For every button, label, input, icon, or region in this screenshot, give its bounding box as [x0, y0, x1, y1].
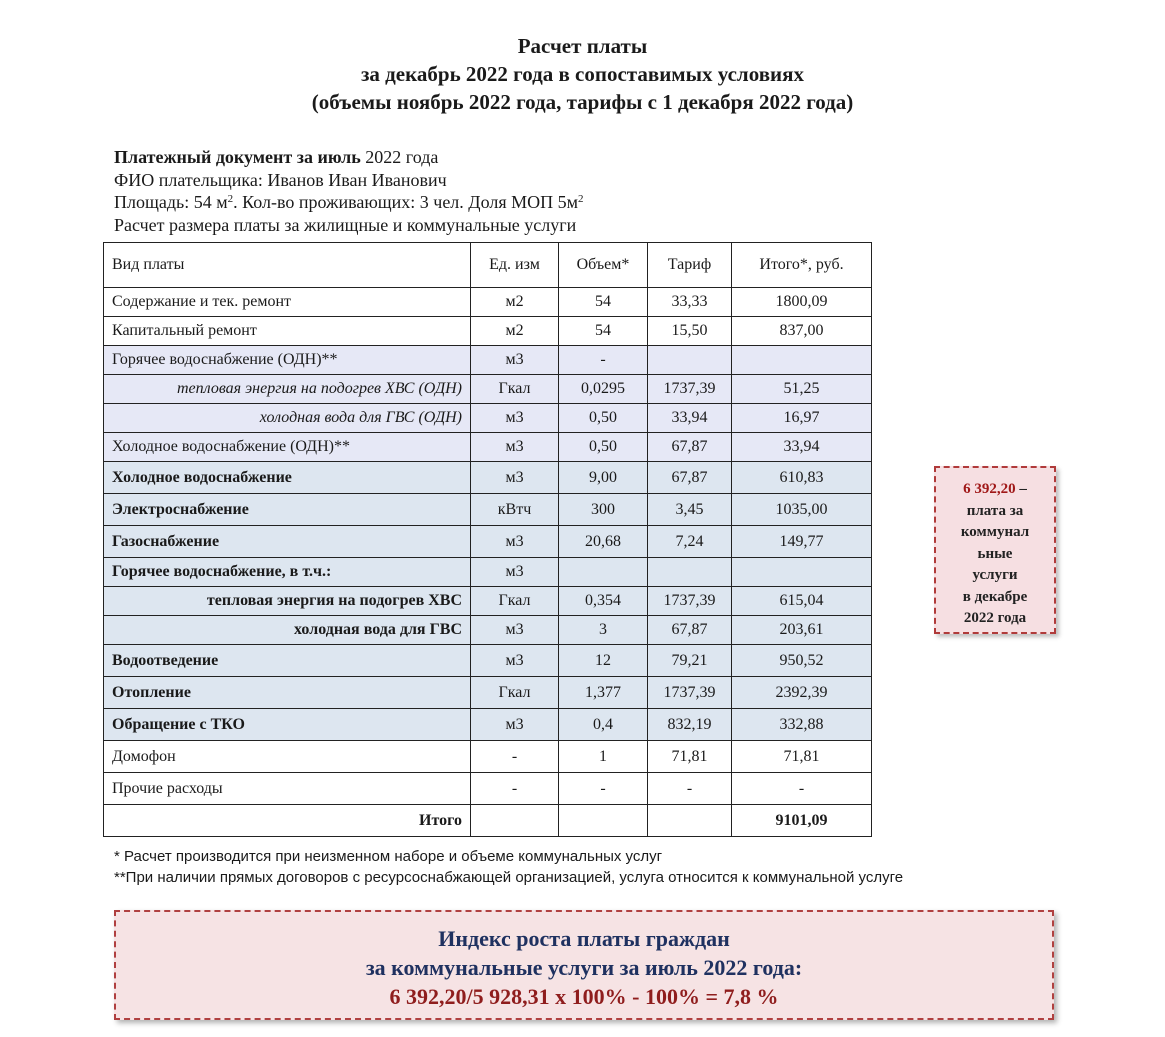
table-row: [104, 709, 872, 741]
callout-line: плата за: [966, 502, 1024, 519]
area-text-b: . Кол-во проживающих: 3 чел. Доля МОП 5м: [233, 192, 578, 212]
cell-volume: 1,377: [559, 677, 648, 709]
cell-unit: Гкал: [471, 375, 559, 404]
cell-total: 149,77: [732, 526, 872, 558]
footnote-1: * Расчет производится при неизменном наборе и объеме коммунальных услуг: [114, 848, 663, 865]
cell-volume: 0,4: [559, 709, 648, 741]
cell-unit: Гкал: [471, 677, 559, 709]
document-year: 2022 года: [360, 147, 439, 167]
cell-type: Обращение с ТКО: [104, 709, 471, 741]
cell-volume: 0,0295: [559, 375, 648, 404]
page-title: [0, 32, 1165, 116]
header-cell: Вид платы: [104, 243, 471, 288]
payer-line: ФИО плательщика: Иванов Иван Иванович: [114, 169, 447, 190]
index-title-2: за коммунальные услуги за июль 2022 года:: [365, 955, 803, 980]
document-line: [114, 146, 584, 169]
cell-type: Электроснабжение: [104, 494, 471, 526]
footnotes: [114, 846, 903, 888]
table-row: [104, 773, 872, 805]
cell-total: 615,04: [732, 587, 872, 616]
cell-tariff: [648, 558, 732, 587]
cell-unit: м2: [471, 317, 559, 346]
cell-type: Водоотведение: [104, 645, 471, 677]
cell-volume: 300: [559, 494, 648, 526]
area-line: [114, 191, 584, 214]
cell-tariff: 832,19: [648, 709, 732, 741]
cell-unit: м3: [471, 558, 559, 587]
cell-type: Холодное водоснабжение (ОДН)**: [104, 433, 471, 462]
cell-type: Холодное водоснабжение: [104, 462, 471, 494]
cell-volume: 54: [559, 317, 648, 346]
cell-total: 950,52: [732, 645, 872, 677]
payer-info: [114, 146, 584, 236]
title-line-1: Расчет платы: [517, 34, 648, 58]
table-row: [104, 346, 872, 375]
cell-volume: 20,68: [559, 526, 648, 558]
cell-total: 1035,00: [732, 494, 872, 526]
callout-line: услуги: [972, 567, 1018, 583]
callout-dash: –: [1015, 481, 1027, 497]
cell-total: -: [732, 773, 872, 805]
utilities-sum-callout: [934, 466, 1056, 634]
table-row: [104, 462, 872, 494]
callout-line: ьные: [977, 545, 1013, 562]
area-sup-1: 2: [227, 193, 234, 205]
cell-type: тепловая энергия на подогрев ХВС (ОДН): [104, 375, 471, 404]
cell-unit: Гкал: [471, 587, 559, 616]
callout-line: коммунал: [960, 524, 1030, 540]
cell-unit: м3: [471, 645, 559, 677]
title-line-3: (объемы ноябрь 2022 года, тарифы с 1 декабря 2022 года): [311, 90, 854, 114]
cell-total: 332,88: [732, 709, 872, 741]
cell-unit: м3: [471, 346, 559, 375]
cell-volume: 0,354: [559, 587, 648, 616]
cell-unit: кВтч: [471, 494, 559, 526]
cell-tariff: 33,94: [648, 404, 732, 433]
payment-table: [103, 242, 872, 837]
cell-tariff: 1737,39: [648, 375, 732, 404]
footnote-2: **При наличии прямых договоров с ресурсоснабжающей организацией, услуга относится к коммунальной услуге: [114, 869, 904, 886]
cell-total: 51,25: [732, 375, 872, 404]
cell-tariff: 15,50: [648, 317, 732, 346]
table-row: [104, 433, 872, 462]
cell-unit: м3: [471, 709, 559, 741]
header-cell: Тариф: [648, 243, 732, 288]
empty-cell: [648, 805, 732, 837]
cell-type: Содержание и тек. ремонт: [104, 288, 471, 317]
table-row: [104, 616, 872, 645]
cell-type: Горячее водоснабжение, в т.ч.:: [104, 558, 471, 587]
table-total-row: [104, 805, 872, 837]
cell-unit: м3: [471, 526, 559, 558]
cell-volume: 0,50: [559, 404, 648, 433]
total-label: Итого: [104, 805, 471, 837]
table-row: [104, 404, 872, 433]
cell-tariff: 1737,39: [648, 587, 732, 616]
calc-caption: Расчет размера платы за жилищные и коммунальные услуги: [114, 214, 577, 235]
cell-tariff: [648, 346, 732, 375]
cell-total: 1800,09: [732, 288, 872, 317]
cell-total: 203,61: [732, 616, 872, 645]
cell-total: 2392,39: [732, 677, 872, 709]
cell-type: Отопление: [104, 677, 471, 709]
index-formula: 6 392,20/5 928,31 х 100% - 100% = 7,8 %: [389, 984, 779, 1009]
cell-tariff: 71,81: [648, 741, 732, 773]
header-cell: Итого*, руб.: [732, 243, 872, 288]
cell-total: 33,94: [732, 433, 872, 462]
cell-tariff: 79,21: [648, 645, 732, 677]
cell-volume: 12: [559, 645, 648, 677]
empty-cell: [471, 805, 559, 837]
table-row: [104, 558, 872, 587]
table-row: [104, 317, 872, 346]
table-row: [104, 494, 872, 526]
cell-volume: -: [559, 773, 648, 805]
cell-unit: м3: [471, 404, 559, 433]
cell-tariff: 3,45: [648, 494, 732, 526]
table-row: [104, 741, 872, 773]
cell-unit: -: [471, 773, 559, 805]
cell-type: холодная вода для ГВС: [104, 616, 471, 645]
cell-unit: -: [471, 741, 559, 773]
cell-total: 610,83: [732, 462, 872, 494]
cell-type: Домофон: [104, 741, 471, 773]
cell-tariff: -: [648, 773, 732, 805]
cell-tariff: 67,87: [648, 462, 732, 494]
cell-type: тепловая энергия на подогрев ХВС: [104, 587, 471, 616]
cell-type: Горячее водоснабжение (ОДН)**: [104, 346, 471, 375]
cell-unit: м3: [471, 433, 559, 462]
table-header-row: [104, 243, 872, 288]
cell-total: 71,81: [732, 741, 872, 773]
callout-amount-line: [936, 479, 1054, 501]
header-cell: Ед. изм: [471, 243, 559, 288]
cell-volume: 9,00: [559, 462, 648, 494]
cell-total: 16,97: [732, 404, 872, 433]
title-line-2: за декабрь 2022 года в сопоставимых условиях: [360, 62, 804, 86]
cell-type: Газоснабжение: [104, 526, 471, 558]
header-cell: Объем*: [559, 243, 648, 288]
cell-tariff: 7,24: [648, 526, 732, 558]
table-row: [104, 645, 872, 677]
total-value: 9101,09: [732, 805, 872, 837]
table-row: [104, 375, 872, 404]
document-label: Платежный документ за июль: [114, 147, 361, 167]
callout-amount: 6 392,20: [963, 481, 1016, 497]
cell-tariff: 33,33: [648, 288, 732, 317]
empty-cell: [559, 805, 648, 837]
table-row: [104, 587, 872, 616]
callout-line: в декабре: [962, 588, 1028, 605]
cell-unit: м2: [471, 288, 559, 317]
growth-index-box: [114, 910, 1054, 1020]
cell-total: [732, 346, 872, 375]
cell-total: 837,00: [732, 317, 872, 346]
area-text-a: Площадь: 54 м: [114, 192, 228, 212]
cell-volume: 0,50: [559, 433, 648, 462]
cell-volume: 3: [559, 616, 648, 645]
table-row: [104, 677, 872, 709]
cell-type: Капитальный ремонт: [104, 317, 471, 346]
cell-tariff: 67,87: [648, 616, 732, 645]
table-row: [104, 288, 872, 317]
cell-unit: м3: [471, 462, 559, 494]
cell-volume: -: [559, 346, 648, 375]
cell-type: холодная вода для ГВС (ОДН): [104, 404, 471, 433]
cell-tariff: 1737,39: [648, 677, 732, 709]
table-row: [104, 526, 872, 558]
cell-tariff: 67,87: [648, 433, 732, 462]
cell-type: Прочие расходы: [104, 773, 471, 805]
callout-line: 2022 года: [963, 610, 1027, 626]
cell-volume: 1: [559, 741, 648, 773]
cell-unit: м3: [471, 616, 559, 645]
cell-total: [732, 558, 872, 587]
cell-volume: [559, 558, 648, 587]
index-title-1: Индекс роста платы граждан: [438, 926, 730, 951]
cell-volume: 54: [559, 288, 648, 317]
area-sup-2: 2: [578, 193, 584, 205]
